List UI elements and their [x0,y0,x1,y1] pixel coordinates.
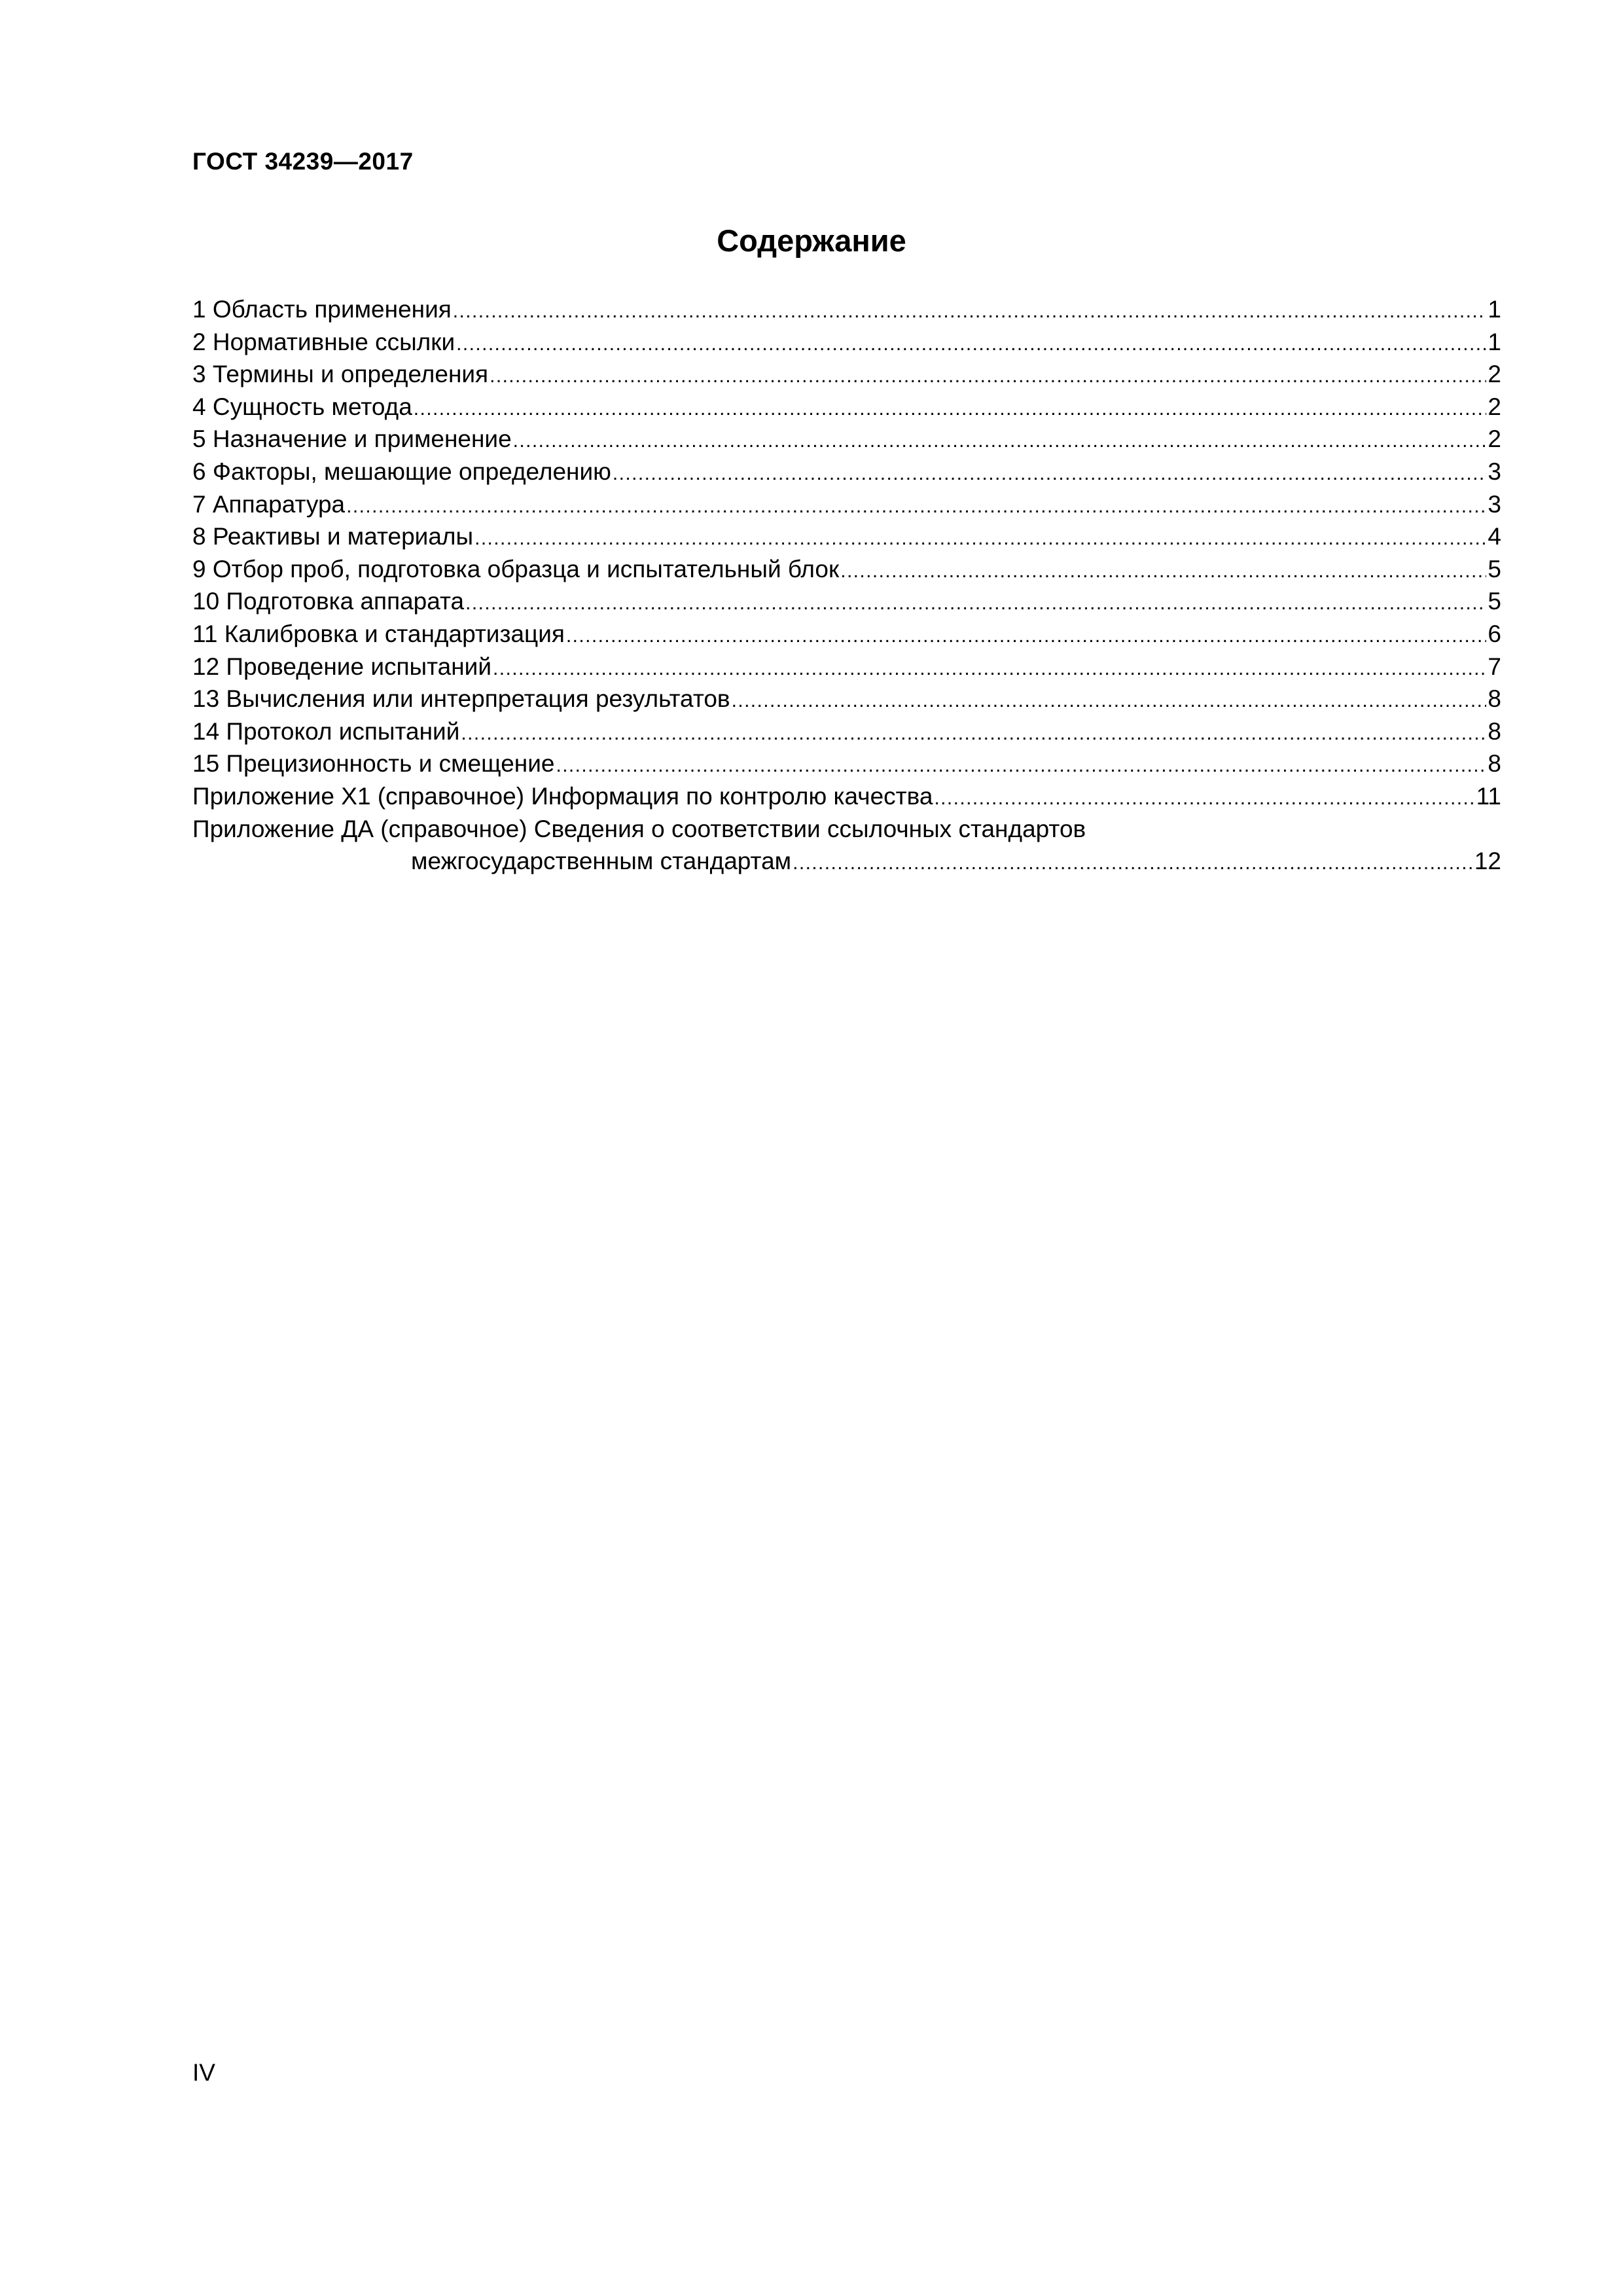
document-code: ГОСТ 34239—2017 [192,148,414,175]
toc-item-page: 8 [1488,750,1501,778]
toc-item-label: 8 Реактивы и материалы [192,523,474,550]
toc-item-page: 2 [1488,425,1501,453]
toc-leader-dots [493,653,1486,685]
toc-item-label: 11 Калибровка и стандартизация [192,620,565,647]
toc-item-page: 3 [1488,457,1501,485]
toc-item-10[interactable] [192,585,1501,618]
toc-item-page: 3 [1488,490,1501,518]
toc-item-page: 4 [1488,523,1501,550]
toc-leader-dots [465,587,1486,620]
toc-item-1[interactable] [192,293,1501,326]
toc-item-15[interactable] [192,747,1501,780]
toc-item-3[interactable] [192,358,1501,391]
toc-item-page: 7 [1488,653,1501,680]
toc-item-6[interactable] [192,456,1501,488]
toc-item-4[interactable] [192,391,1501,423]
toc-item-13[interactable] [192,683,1501,715]
toc-leader-dots [732,685,1487,717]
toc-item-14[interactable] [192,715,1501,748]
toc-leader-dots [461,717,1486,750]
toc-leader-dots [490,360,1486,393]
toc-item-label: 2 Нормативные ссылки [192,328,455,355]
toc-item-page: 1 [1488,328,1501,355]
toc-item-12[interactable] [192,651,1501,683]
page-title: Содержание [717,223,906,258]
toc-item-appendix-x1[interactable] [192,780,1501,813]
toc-leader-dots [346,490,1486,523]
toc-leader-dots [793,847,1473,880]
toc-item-page: 1 [1488,296,1501,323]
toc-item-label: 1 Область применения [192,296,452,323]
toc-item-label: 9 Отбор проб, подготовка образца и испытательный блок [192,555,840,583]
toc-item-label-line1: Приложение ДА (справочное) Сведения о соответствии ссылочных стандартов [192,815,1086,842]
toc-item-label: 7 Аппаратура [192,490,346,518]
toc-leader-dots [513,425,1487,457]
toc-item-page: 2 [1488,361,1501,388]
toc-item-label: Приложение Х1 (справочное) Информация по контролю качества [192,782,933,810]
toc-item-page: 2 [1488,393,1501,420]
toc-item-page: 5 [1488,588,1501,615]
toc-item-label: 15 Прецизионность и смещение [192,750,555,778]
toc-item-7[interactable] [192,488,1501,521]
toc-item-page: 12 [1474,848,1501,875]
table-of-contents [192,293,1501,878]
toc-item-page: 8 [1488,717,1501,745]
toc-leader-dots [456,328,1486,361]
toc-item-9[interactable] [192,553,1501,586]
toc-item-label: 4 Сущность метода [192,393,412,420]
toc-item-label: 12 Проведение испытаний [192,653,491,680]
toc-leader-dots [566,620,1487,653]
toc-item-label: 10 Подготовка аппарата [192,588,465,615]
toc-item-8[interactable] [192,520,1501,553]
toc-item-page: 11 [1476,782,1501,810]
toc-item-11[interactable] [192,618,1501,651]
toc-leader-dots [414,393,1487,425]
toc-item-appendix-da[interactable] [192,813,1501,878]
toc-item-label: 6 Факторы, мешающие определению [192,457,611,485]
page-number: IV [192,2059,215,2086]
toc-item-label: 14 Протокол испытаний [192,717,460,745]
toc-item-page: 6 [1488,620,1501,647]
toc-item-page: 8 [1488,685,1501,713]
toc-item-label-line2: межгосударственным стандартам [411,848,792,875]
toc-item-label: 5 Назначение и применение [192,425,512,453]
toc-item-5[interactable] [192,423,1501,456]
toc-item-2[interactable] [192,326,1501,359]
toc-item-label: 3 Термины и определения [192,361,489,388]
toc-leader-dots [934,782,1474,815]
toc-leader-dots [453,295,1487,328]
toc-item-page: 5 [1488,555,1501,583]
toc-leader-dots [474,522,1486,555]
toc-leader-dots [556,749,1486,782]
toc-item-label: 13 Вычисления или интерпретация результатов [192,685,730,713]
toc-leader-dots [613,457,1487,490]
toc-leader-dots [840,555,1486,588]
